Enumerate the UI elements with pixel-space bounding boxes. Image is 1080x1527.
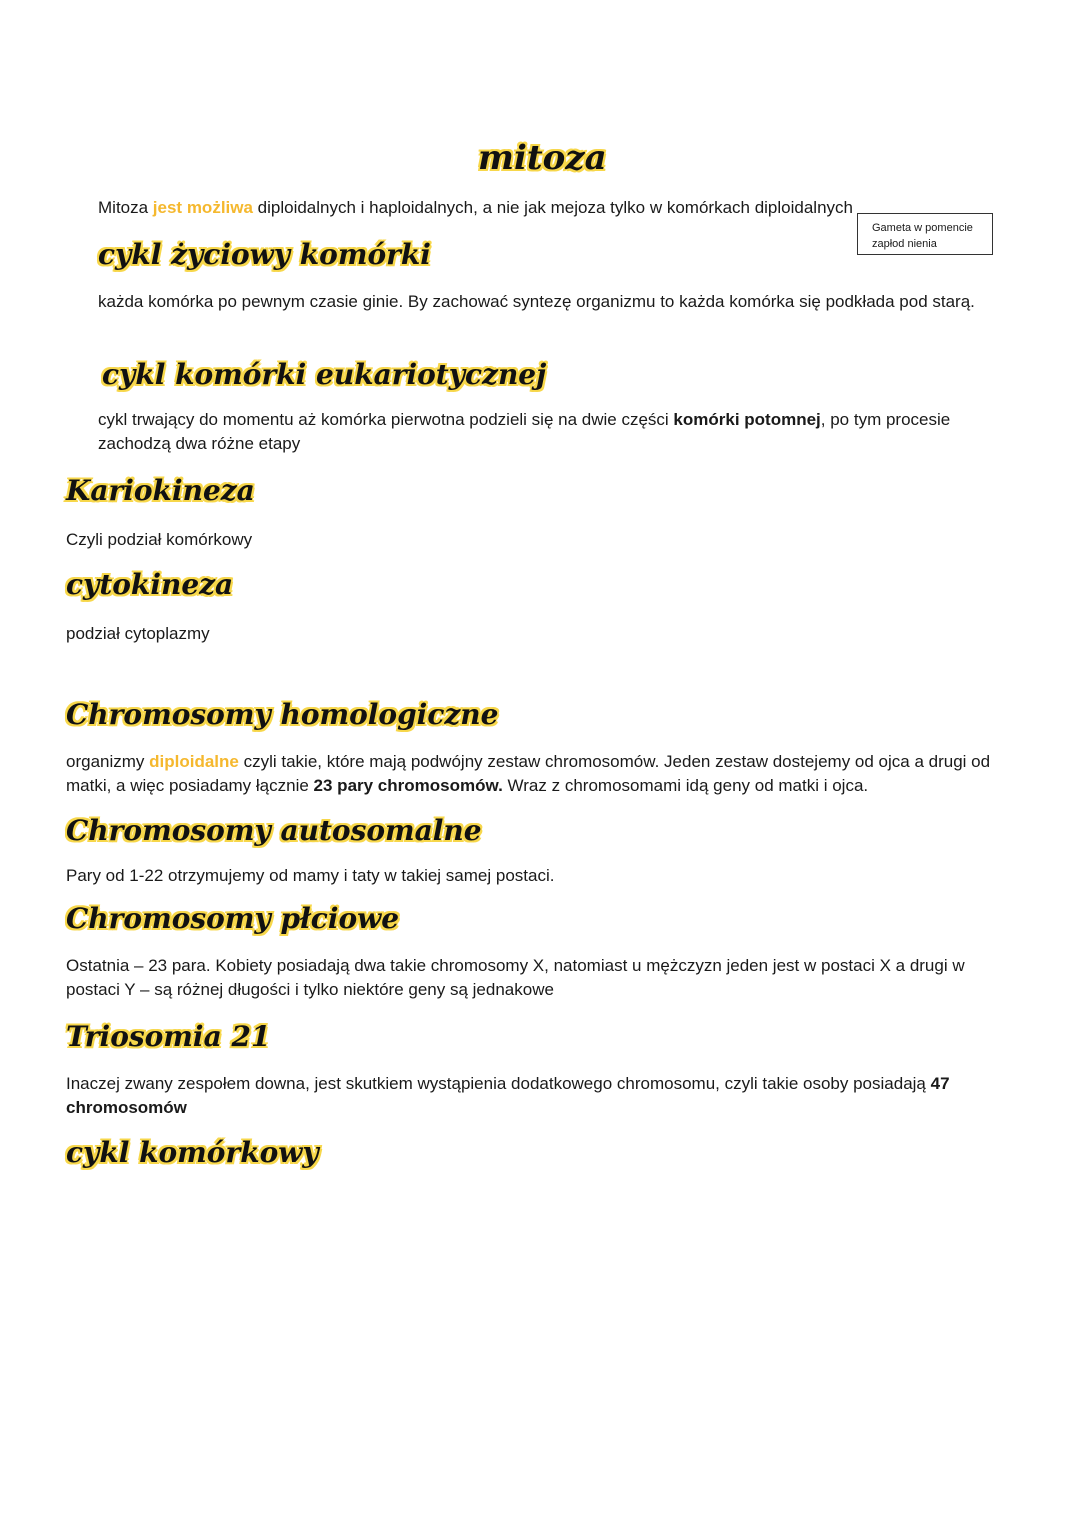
text-cytokineza: podział cytoplazmy [66, 624, 210, 643]
text-triosomia [66, 1072, 1021, 1120]
page-title: mitoza [478, 138, 607, 178]
heading-kariokineza: Kariokineza [66, 474, 255, 507]
comment-note-box[interactable] [857, 213, 993, 255]
note-line-1: Gameta w pomencie [872, 222, 973, 234]
text-cykl-zyciowy: każda komórka po pewnym czasie ginie. By zachować syntezę organizmu to każda komórka się podkłada pod starą. [98, 292, 975, 311]
heading-cykl-zyciowy: cykl życiowy komórki [98, 238, 431, 271]
intro-highlight: jest możliwa [152, 198, 253, 217]
eukariotycznej-text-post: , po tym procesie zachodzą dwa różne etapy [98, 410, 951, 453]
heading-cytokineza: cytokineza [66, 568, 234, 601]
heading-plciowe: Chromosomy płciowe [66, 902, 400, 935]
heading-autosomalne: Chromosomy autosomalne [66, 814, 482, 847]
eukariotycznej-text-bold: komórki potomnej [673, 410, 821, 429]
text-plciowe: Ostatnia – 23 para. Kobiety posiadają dwa takie chromosomy X, natomiast u mężczyzn jeden jest w postaci X a drugi w postaci Y – są różnej długości i tylko niektóre geny są jednakowe [66, 956, 965, 999]
homologiczne-text-mid: czyli takie, które mają podwójny zestaw chromosomów. Jeden zestaw dostejemy od ojca a drugi od matki, a więc posiadamy łącznie [66, 752, 991, 795]
heading-cykl-eukariotycznej: cykl komórki eukariotycznej [102, 358, 547, 391]
intro-paragraph [98, 196, 938, 220]
homologiczne-text-bold: 23 pary chromosomów. [313, 776, 503, 795]
homologiczne-text-pre: organizmy [66, 752, 150, 771]
heading-homologiczne: Chromosomy homologiczne [66, 698, 499, 731]
text-kariokineza: Czyli podział komórkowy [66, 530, 253, 549]
triosomia-text-bold: 47 chromosomów [66, 1074, 950, 1117]
intro-text-pre: Mitoza [98, 198, 153, 217]
triosomia-text-pre: Inaczej zwany zespołem downa, jest skutkiem wystąpienia dodatkowego chromosomu, czyli takie osoby posiadają [66, 1074, 931, 1093]
intro-text-post: diploidalnych i haploidalnych, a nie jak mejoza tylko w komórkach diploidalnych [252, 198, 853, 217]
text-homologiczne [66, 750, 1006, 798]
text-cykl-eukariotycznej [98, 408, 978, 456]
heading-cykl-komorkowy: cykl komórkowy [66, 1136, 319, 1169]
text-autosomalne: Pary od 1-22 otrzymujemy od mamy i taty w takiej samej postaci. [66, 866, 555, 885]
homologiczne-highlight: diploidalne [149, 752, 239, 771]
note-line-2: zapłod nienia [872, 238, 937, 250]
eukariotycznej-text-pre: cykl trwający do momentu aż komórka pierwotna podzieli się na dwie części [98, 410, 674, 429]
homologiczne-text-post: Wraz z chromosomami idą geny od matki i ojca. [502, 776, 869, 795]
heading-triosomia: Triosomia 21 [66, 1020, 271, 1053]
